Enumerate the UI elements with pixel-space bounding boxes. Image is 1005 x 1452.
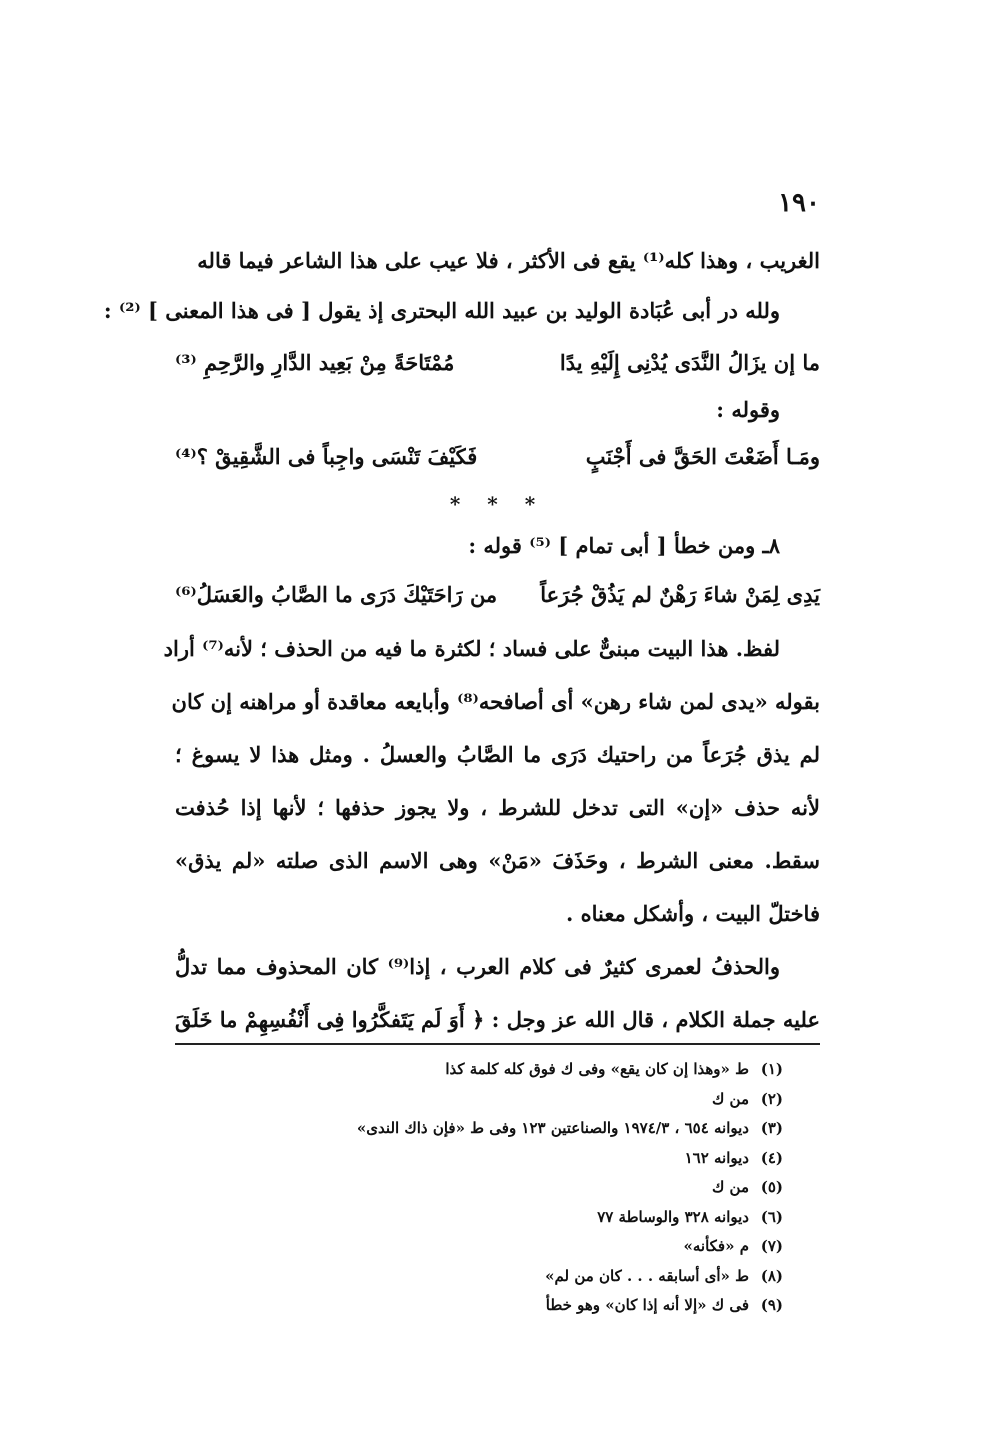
footnote-text: ط «أى أسابقه . . . كان من لم» <box>545 1266 749 1285</box>
paragraph-line: لأنه حذف «إن» التى تدخل للشرط ، ولا يجوز حذفها ؛ لأنها إذا حُذفت <box>175 795 820 820</box>
footnote-number: (٥) <box>760 1178 783 1196</box>
footnote-text: من ك <box>711 1178 749 1196</box>
verse-second-hemistich: مُمْتَاحَةً مِنْ بَعِيد الدَّارِ والرَّحِمِ ⁽³⁾ <box>175 350 455 375</box>
paragraph-line: فاختلّ البيت ، وأشكل معناه . <box>565 901 820 926</box>
verse <box>175 430 820 484</box>
verse <box>175 336 820 390</box>
footnote <box>183 1203 783 1233</box>
footnote-number: (٤) <box>760 1148 783 1167</box>
paragraph-line: لم يذق جُرَعاً من راحتيك دَرَى ما الصَّابُ والعسلُ . ومثل هذا لا يسوغ ؛ <box>175 742 820 767</box>
verse-second-hemistich: فَكَيْفَ تَنْسَى واجِباً فى الشَّقِيقْ ؟⁽⁴⁾ <box>175 444 478 469</box>
footnote-number: (٢) <box>760 1089 783 1108</box>
footnote-number: (٨) <box>760 1266 783 1285</box>
text-line: الغريب ، وهذا كله⁽¹⁾ يقع فى الأكثر ، فلا عيب على هذا الشاعر فيما قاله <box>197 248 820 273</box>
footnote-number: (٩) <box>760 1296 783 1314</box>
footnote-text: ط «وهذا إن كان يقع» وفى ك فوق كله كلمة كذا <box>445 1060 749 1078</box>
footnotes <box>183 1055 783 1321</box>
paragraph-line: لفظ. هذا البيت مبنىٌّ على فساد ؛ لكثرة ما فيه من الحذف ؛ لأنه⁽⁷⁾ أراد <box>163 636 780 661</box>
footnote <box>183 1173 783 1203</box>
paragraph-line: والحذفُ لعمرى كثيرٌ فى كلام العرب ، إذا⁽⁹⁾ كان المحذوف مما تدلُّ <box>175 954 781 979</box>
text-line: وقوله : <box>716 397 780 422</box>
footnote-number: (٦) <box>760 1207 783 1226</box>
footnote <box>183 1114 783 1144</box>
footnote-text: فى ك «إلا أنه إذا كان» وهو خطأ <box>545 1296 749 1314</box>
paragraph-line: بقوله «يدى لمن شاء رهن» أى أصافحه⁽⁸⁾ وأبايعه معاقدة أو مراهنه إن كان <box>171 689 820 714</box>
footnote-text: ديوانه ٣٢٨ والوساطة ٧٧ <box>597 1207 749 1226</box>
footnote <box>183 1085 783 1115</box>
footnote-text: م «فكأنه» <box>683 1237 749 1255</box>
footnote-number: (١) <box>760 1060 783 1078</box>
section-heading: ٨ـ ومن خطأ [ أبى تمام ] ⁽⁵⁾ قوله : <box>468 533 780 558</box>
paragraph-line: سقط. معنى الشرط ، وحَذَفَ «مَنْ» وهى الاسم الذى صلته «لم يذق» <box>175 848 820 873</box>
footnote <box>183 1262 783 1292</box>
page-number: ١٩٠ <box>778 188 820 218</box>
verse <box>175 568 820 622</box>
footnote-text: ديوانه ١٦٢ <box>684 1148 749 1167</box>
verse-first-hemistich: يَدِى لِمَنْ شاءَ رَهْنٌ لم يَذُقْ جُرَعاً <box>540 582 820 607</box>
footnote <box>183 1144 783 1174</box>
verse-first-hemistich: ما إن يزَالُ النَّدَى يُدْنِى إِلَيْهِ يدًا <box>559 350 820 375</box>
verse-first-hemistich: ومَـا أَضَعْتَ الحَقَّ فى أَجْنَبٍ <box>585 444 820 469</box>
footnote <box>183 1055 783 1085</box>
footnote <box>183 1291 783 1321</box>
footnote <box>183 1232 783 1262</box>
main-text <box>103 236 820 1046</box>
footnote-divider <box>175 1043 820 1045</box>
footnote-number: (٧) <box>760 1237 783 1255</box>
verse-second-hemistich: من رَاحَتَيْكَ دَرَى ما الصَّابُ والعَسَلُ⁽⁶⁾ <box>175 582 498 607</box>
text-line: ولله در أبى عُبَادة الوليد بن عبيد الله البحترى إذ يقول [ فى هذا المعنى ] ⁽²⁾ : <box>103 298 780 323</box>
footnote-text: ديوانه ٦٥٤ ، ١٩٧٤/٣ والصناعتين ١٢٣ وفى ط «فإن ذاك الندى» <box>356 1119 749 1137</box>
footnote-text: من ك <box>711 1089 749 1108</box>
section-separator: * * * <box>449 492 546 516</box>
paragraph-line: عليه جملة الكلام ، قال الله عز وجل : ﴿ أَوَ لَم يَتَفكَّرُوا فِى أَنْفُسِهِمْ ما خَلَقَ <box>175 1007 820 1032</box>
footnote-number: (٣) <box>760 1119 783 1137</box>
